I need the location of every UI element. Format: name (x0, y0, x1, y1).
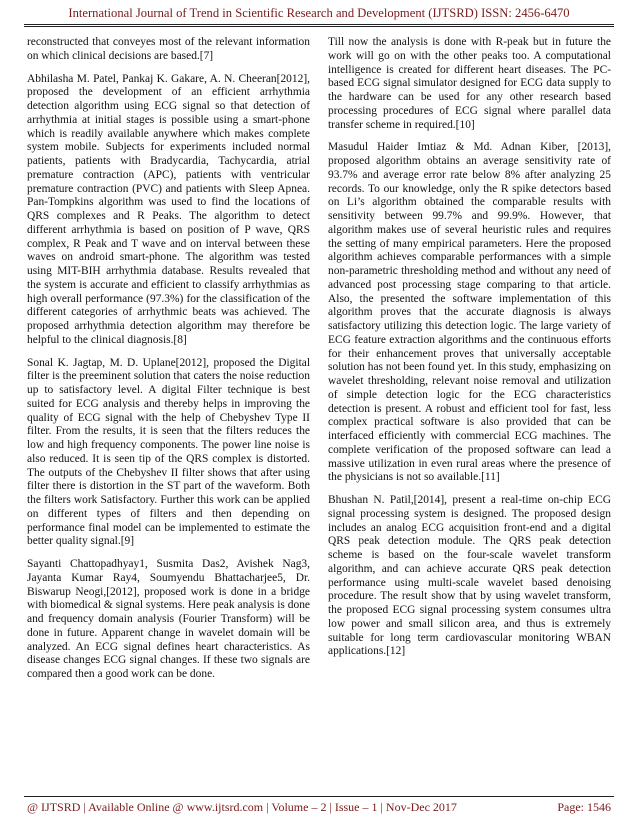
footer-divider (24, 796, 614, 797)
journal-header: International Journal of Trend in Scientific Research and Development (IJTSRD) ISSN: 2456-6470 (68, 6, 570, 20)
paragraph: Sayanti Chattopadhyay1, Susmita Das2, Avishek Nag3, Jayanta Kumar Ray4, Soumyendu Bhattacharjee5, Dr. Biswarup Neogi,[2012], proposed work is done in a bridge with biomedical & signal systems. Here peak analysis is done and frequency domain analysis (Fourier Transform) will be done in future. Apparent change in wavelet domain will be analyzed. An ECG signal defines heart characteristics. As disease changes ECG signal changes. If these two signals are compared then a good work can be done. (27, 558, 310, 680)
page-number: Page: 1546 (557, 800, 611, 814)
paragraph: reconstructed that conveyes most of the relevant information on which clinical decisions are based.[7] (27, 36, 310, 62)
paragraph: Till now the analysis is done with R-peak but in future the work will go on with the other peaks too. A computational intelligence is created for different heart diseases. The PC-based ECG signal simulator designed for ECG data supply to the hardware can be used for any other research based processing procedures of ECG signal where parallel data transfer scheme in required.[10] (328, 36, 611, 131)
header-divider (24, 24, 614, 27)
paragraph: Sonal K. Jagtap, M. D. Uplane[2012], proposed the Digital filter is the preeminent solution that caters the noise reduction up to satisfactory level. A digital Filter technique is best suited for ECG analysis and thereby helps in improving the quality of ECG signal with the help of Chebyshev Type II filter. From the results, it is seen that the filters reduces the low and high frequency components. The power line noise is also reduced. It is seen tip of the QRS complex is distorted. The outputs of the Chebyshev II filter shows that after using filter there is distortion in the ST part of the waveform. Both the filters work Satisfactory. Further this work can be applied on different types of filters and then depending on performance final model can be implemented to estimate the better quality signal.[9] (27, 356, 310, 548)
footer-info: @ IJTSRD | Available Online @ www.ijtsrd.com | Volume – 2 | Issue – 1 | Nov-Dec 2017 (27, 800, 457, 814)
paragraph: Bhushan N. Patil,[2014], present a real-time on-chip ECG signal processing system is designed. The proposed design includes an analog ECG acquisition front-end and a digital QRS peak detection module. The QRS peak detection scheme is based on the four-scale wavelet transform algorithm, and can achieve accurate QRS peak detection performance using multi-scale wavelet based denoising procedure. The result show that by using wavelet transform, the proposed ECG signal processing system consumes ultra low power and small silicon area, and thus is extremely suitable for long term cardiovascular monitoring WBAN applications.[12] (328, 494, 611, 658)
paragraph: Masudul Haider Imtiaz & Md. Adnan Kiber, [2013], proposed algorithm obtains an average sensitivity rate of 93.7% and average error rate below 8% after analyzing 25 records. To our knowledge, only the R spike detectors based on Li’s algorithm obtained the comparable results with sensitivity between 99.7% and 99.9%. However, that algorithm makes use of several heuristic rules and requires the setting of many empirical parameters. Here the proposed algorithm achieves comparable performances with a simple non-parametric thresholding method and without any need of advanced post processing stage comparing to that article. Also, the presented the software implementation of this algorithm proves that the accurate diagnosis is always satisfactory utilizing this detection logic. The large variety of ECG feature extraction algorithms and the continuous efforts for their enhancement proves that universally acceptable solution has not been found yet. In this study, emphasizing on wavelet thresholding, relevant noise removal and utilization of simple detection logic for the ECG characteristics detection is present. A robust and efficient tool for fast, less complex practical software is also provided that can be interfaced efficiently with commercial ECG machines. The complete verification of the proposed software can lead a massive utilization in even rural areas where the presence of the physicians is not so available.[11] (328, 141, 611, 484)
paragraph: Abhilasha M. Patel, Pankaj K. Gakare, A. N. Cheeran[2012], proposed the development of an efficient arrhythmia detection algorithm using ECG signal so that detection of arrhythmia at initial stages is possible using a smart-phone which is readily available anywhere which makes complete system mobile. Subjects for experiments included normal patients, patients with Bradycardia, Tachycardia, atrial premature contraction (APC), patients with ventricular premature contraction (PVC) and patients with Sleep Apnea. Pan-Tompkins algorithm was used to find the locations of QRS complexes and R Peaks. The algorithm to detect different arrhythmia is based on position of P wave, QRS complex, R Peak and T wave and on interval between these waves on android smart-phone. The algorithm was tested using MIT-BIH arrhythmia database. Results revealed that the system is accurate and efficient to classify arrhythmias as high overall performance (97.3%) for the classification of the different categories of arrhythmic beats was achieved. The proposed arrhythmia detection algorithm may therefore be helpful to the clinical diagnosis.[8] (27, 72, 310, 346)
left-column (27, 36, 310, 691)
right-column (328, 36, 611, 668)
